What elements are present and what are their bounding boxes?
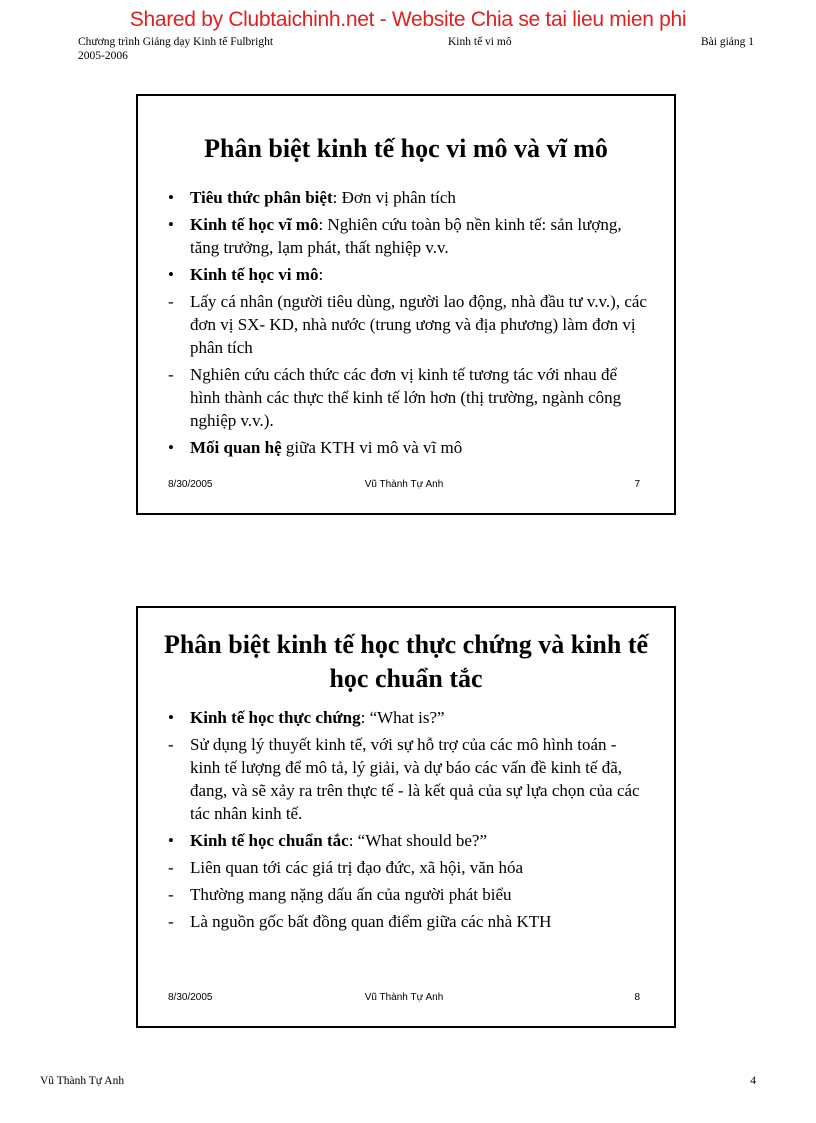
list-item (168, 363, 648, 432)
item-text: Nghiên cứu cách thức các đơn vị kinh tế tương tác với nhau để hình thành các thực thể kinh tế lớn hơn (thị trường, ngành công nghiệp v.v.). (190, 365, 622, 430)
bullet-marker: • (168, 215, 174, 234)
list-item (168, 436, 648, 459)
slide-date: 8/30/2005 (168, 479, 213, 490)
item-text: : (318, 265, 324, 284)
slide-bullet-list (138, 186, 674, 459)
slide-bullet-list (138, 706, 674, 933)
item-text: Liên quan tới các giá trị đạo đức, xã hội, văn hóa (190, 858, 524, 877)
item-text: Sử dụng lý thuyết kinh tế, với sự hỗ trợ của các mô hình toán - kinh tế lượng để mô tả, lý giải, và dự báo các vấn đề kinh tế đã, đang, và sẽ xảy ra trên thực tế - là kết quả của sự lựa chọn của các tác nhân kinh tế. (190, 735, 640, 823)
item-text: Là nguồn gốc bất đồng quan điểm giữa các nhà KTH (190, 912, 552, 931)
list-item (168, 706, 648, 729)
slide-date: 8/30/2005 (168, 992, 213, 1003)
item-text: : “What should be?” (348, 831, 487, 850)
item-text: Lấy cá nhân (người tiêu dùng, người lao động, nhà đầu tư v.v.), các đơn vị SX- KD, nhà nước (trung ương và địa phương) làm đơn vị phân tích (190, 292, 647, 357)
list-item (168, 290, 648, 359)
slide-number: 7 (634, 479, 640, 490)
header-program (78, 35, 273, 63)
bullet-marker: • (168, 265, 174, 284)
list-item (168, 263, 648, 286)
dash-marker: - (168, 365, 174, 384)
page-footer-author: Vũ Thành Tự Anh (40, 1075, 125, 1087)
list-item (168, 829, 648, 852)
page-number: 4 (750, 1075, 756, 1087)
item-bold-term: Mối quan hệ (190, 438, 282, 457)
item-bold-term: Tiêu thức phân biệt (190, 188, 333, 207)
slide-title: Phân biệt kinh tế học thực chứng và kinh tế học chuẩn tắc (163, 630, 649, 693)
item-text: : Đơn vị phân tích (332, 188, 456, 207)
slide-footer (168, 992, 640, 1006)
watermark-text: Shared by Clubtaichinh.net - Website Chia se tai lieu mien phi (129, 8, 687, 31)
item-text: giữa KTH vi mô và vĩ mô (281, 438, 463, 457)
header-lecture: Bài giảng 1 (700, 36, 754, 48)
list-item (168, 213, 648, 259)
bullet-marker: • (168, 438, 174, 457)
slide-author: Vũ Thành Tự Anh (364, 479, 444, 490)
list-item (168, 733, 648, 825)
item-bold-term: Kinh tế học vĩ mô (190, 215, 319, 234)
dash-marker: - (168, 858, 174, 877)
item-bold-term: Kinh tế học thực chứng (190, 708, 361, 727)
slide-title: Phân biệt kinh tế học vi mô và vĩ mô (204, 134, 608, 163)
item-text: Thường mang nặng dấu ấn của người phát biểu (190, 885, 512, 904)
header-year: 2005-2006 (78, 50, 128, 62)
bullet-marker: • (168, 708, 174, 727)
slide-footer (168, 479, 640, 493)
bullet-marker: • (168, 831, 174, 850)
slide-7 (136, 94, 676, 515)
list-item (168, 910, 648, 933)
header-subject: Kinh tế vi mô (448, 36, 512, 48)
bullet-marker: • (168, 188, 174, 207)
slide-number: 8 (634, 992, 640, 1003)
dash-marker: - (168, 885, 174, 904)
item-bold-term: Kinh tế học chuẩn tắc (190, 831, 349, 850)
list-item (168, 883, 648, 906)
item-text: : “What is?” (360, 708, 445, 727)
dash-marker: - (168, 735, 174, 754)
list-item (168, 856, 648, 879)
dash-marker: - (168, 912, 174, 931)
item-bold-term: Kinh tế học vi mô (190, 265, 319, 284)
header-program-name: Chương trình Giảng dạy Kinh tế Fulbright (78, 36, 274, 48)
item-text: : Nghiên cứu toàn bộ nền kinh tế: sản lượng, tăng trưởng, lạm phát, thất nghiệp v.v. (190, 215, 622, 257)
slide-8 (136, 606, 676, 1028)
slide-author: Vũ Thành Tự Anh (364, 992, 444, 1003)
list-item (168, 186, 648, 209)
dash-marker: - (168, 292, 174, 311)
